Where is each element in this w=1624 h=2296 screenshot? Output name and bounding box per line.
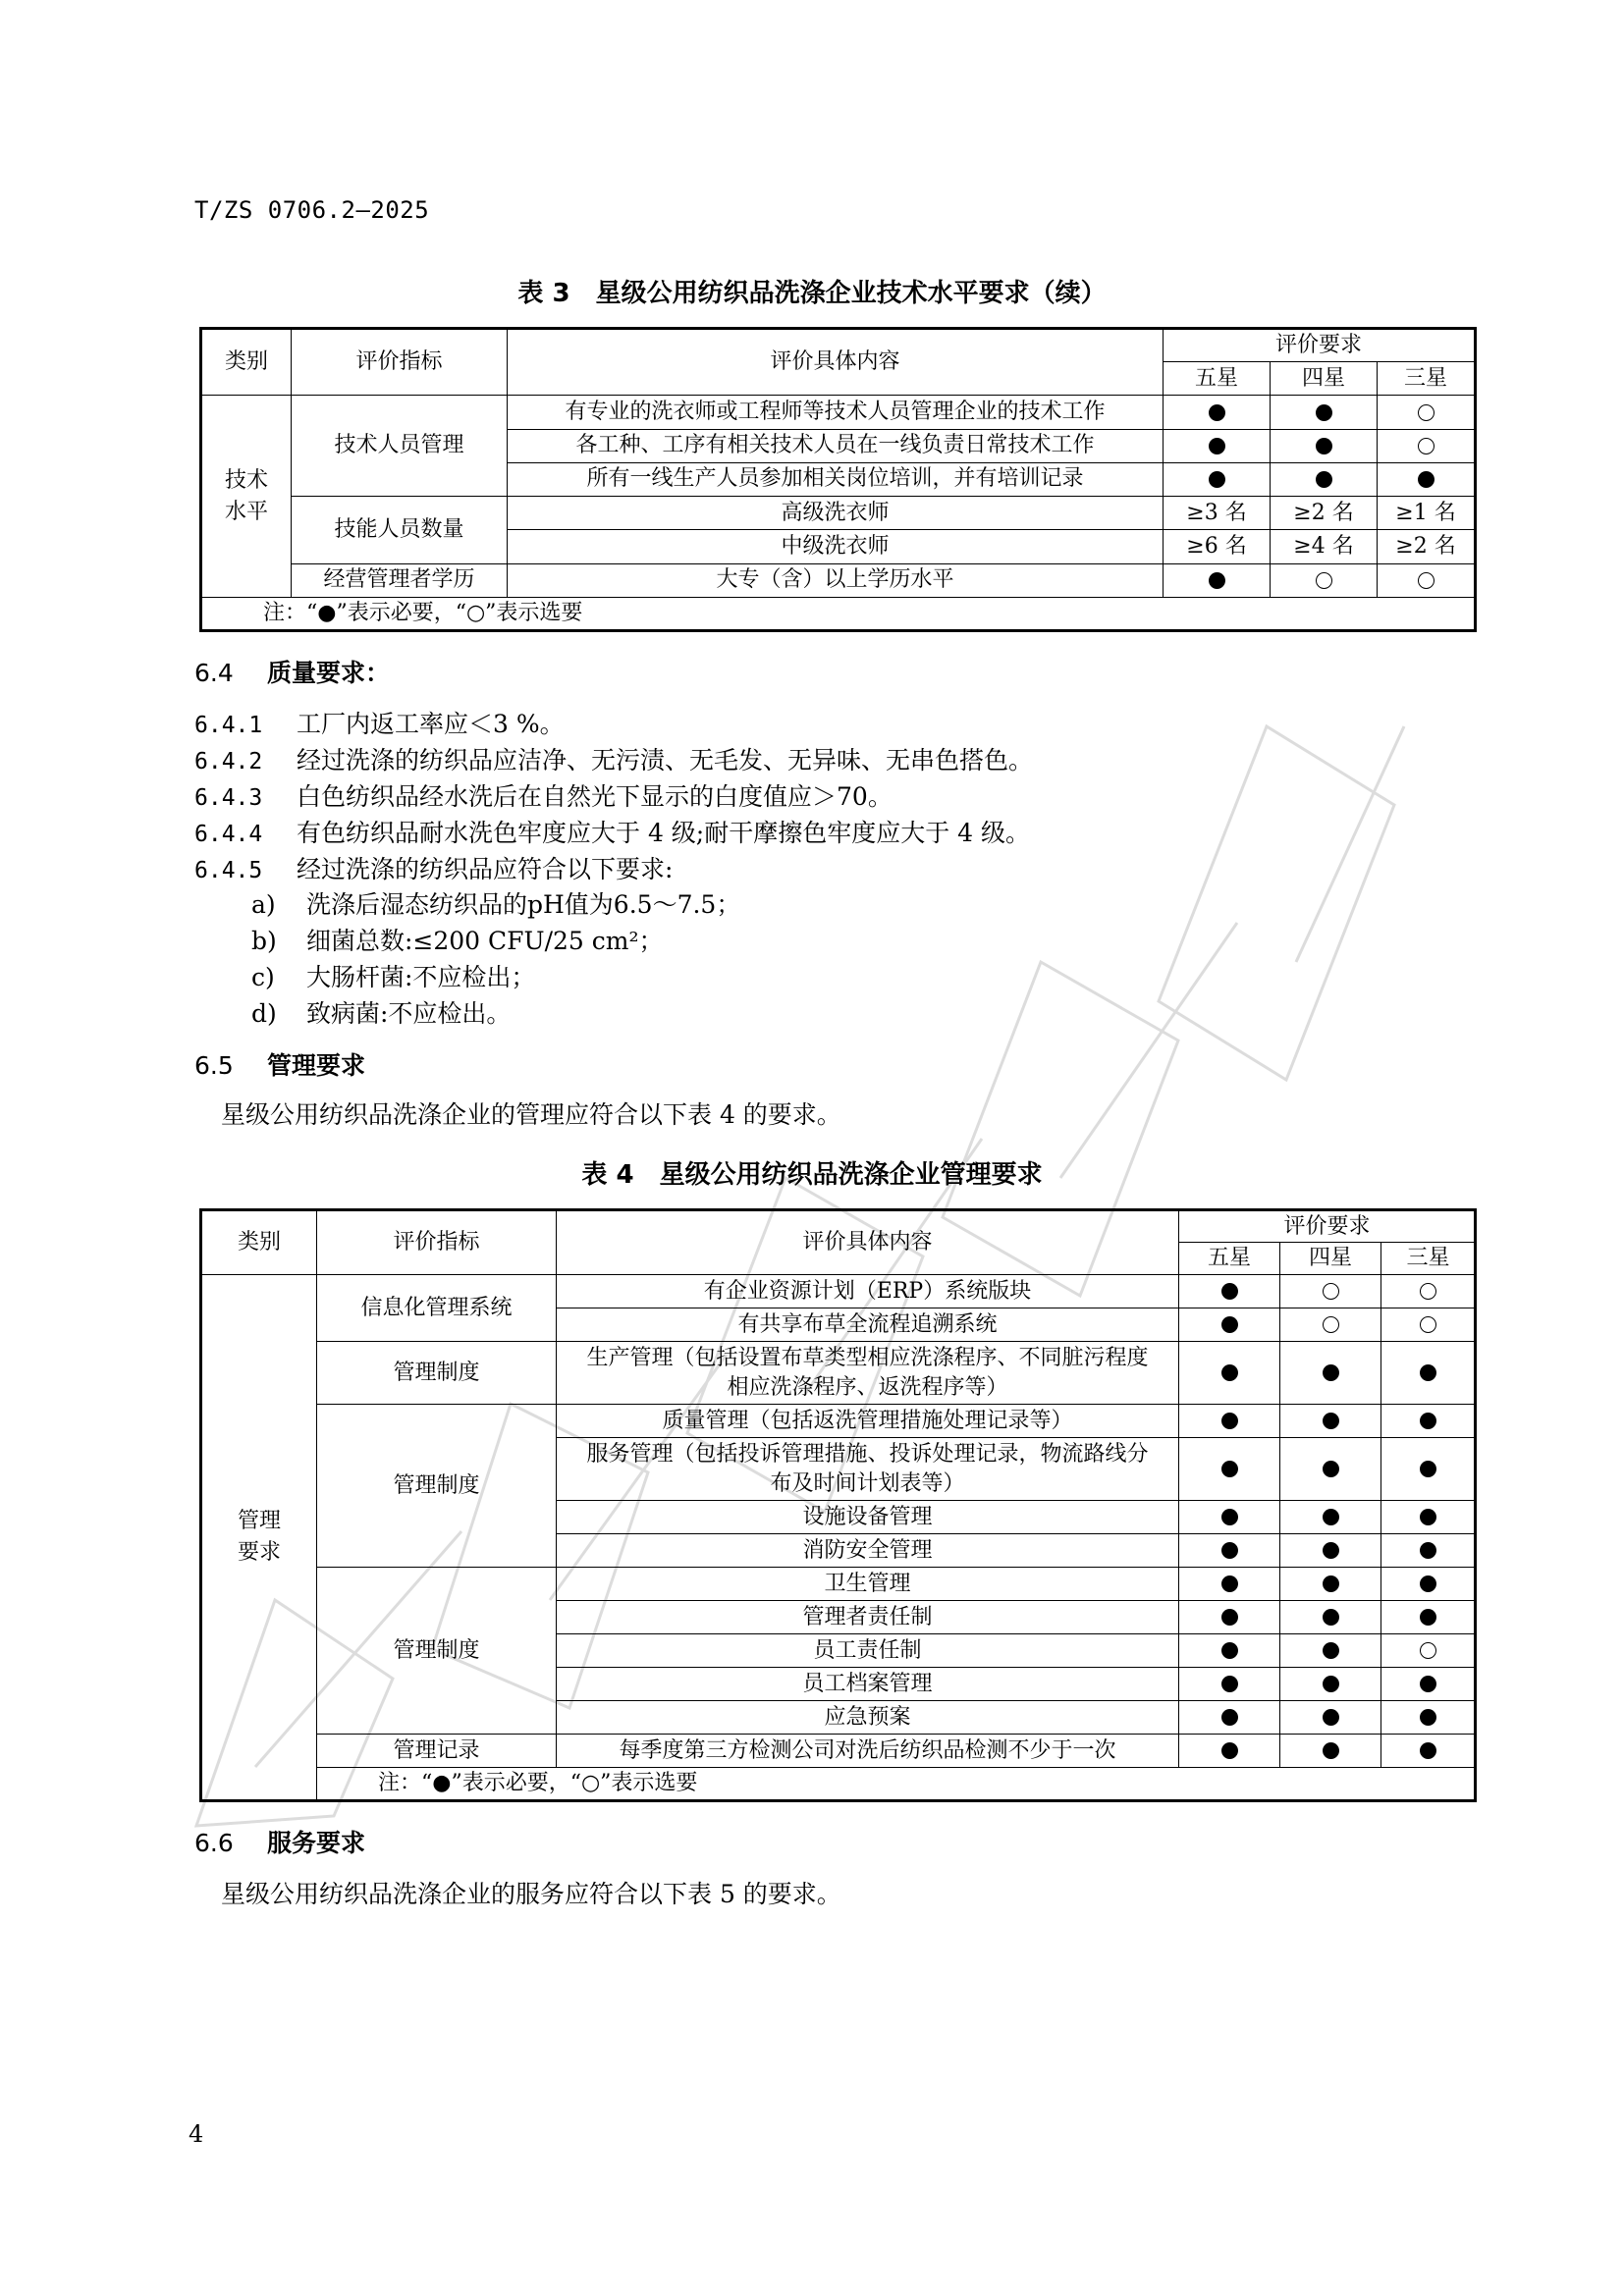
table3-mark <box>1316 471 1332 488</box>
section-6-4-heading: 6.4 质量要求： <box>194 659 391 687</box>
table4-cell <box>1179 1308 1280 1342</box>
table4-mark <box>1323 1542 1339 1559</box>
table4-mark <box>1420 1742 1436 1759</box>
list-item: a) 洗涤后湿态纺织品的pH值为6.5～7.5； <box>251 890 741 919</box>
list-item: d) 致病菌:不应检出。 <box>251 999 512 1028</box>
table4-cell <box>1179 1701 1280 1735</box>
clause-6-4-3: 6.4.3 白色纺织品经水洗后在自然光下显示的白度值应＞70。 <box>194 782 893 811</box>
document-id: T/ZS 0706.2—2025 <box>194 196 430 224</box>
table3-cell <box>1164 462 1271 496</box>
table3-cell: ≥4 名 <box>1271 530 1378 563</box>
table3-cell: ≥1 名 <box>1378 497 1476 530</box>
table4-group-mgmt-1: 管理制度 <box>317 1342 557 1405</box>
table4-cell <box>1381 1501 1476 1534</box>
table4-cell <box>1381 1634 1476 1668</box>
table4-cell <box>1280 1308 1381 1342</box>
table4-row-content: 服务管理（包括投诉管理措施、投诉处理记录，物流路线分布及时间计划表等） <box>557 1438 1179 1501</box>
list-item: b) 细菌总数:≤200 CFU/25 cm²； <box>251 927 664 955</box>
table4-cell <box>1179 1735 1280 1768</box>
table4-mark <box>1221 1575 1238 1592</box>
section-6-5-intro: 星级公用纺织品洗涤企业的管理应符合以下表 4 的要求。 <box>221 1100 841 1129</box>
table4-mark <box>1323 1283 1339 1300</box>
table4-mark <box>1420 1575 1436 1592</box>
table4-cell <box>1381 1735 1476 1768</box>
table4-cell <box>1381 1568 1476 1601</box>
table4-cell <box>1280 1405 1381 1438</box>
table3-cell: ≥6 名 <box>1164 530 1271 563</box>
table4-cell <box>1280 1501 1381 1534</box>
table3-mark <box>1209 572 1225 589</box>
table4-mark <box>1323 1742 1339 1759</box>
table3-mark <box>1418 471 1435 488</box>
table4-mark <box>1221 1283 1238 1300</box>
table4-cell <box>1381 1405 1476 1438</box>
table4-cell <box>1280 1634 1381 1668</box>
table4-mark <box>1323 1609 1339 1626</box>
table3-mark <box>1316 572 1332 589</box>
table3-cell: ≥3 名 <box>1164 497 1271 530</box>
table3-cell <box>1378 396 1476 429</box>
table3 <box>199 327 1477 632</box>
table4-mark <box>1323 1461 1339 1477</box>
table4-mark <box>1420 1642 1436 1659</box>
table4-cell <box>1179 1534 1280 1568</box>
table3-group-tech-staff: 技术人员管理 <box>292 396 508 497</box>
table3-header-content: 评价具体内容 <box>508 329 1164 396</box>
table3-cell <box>1271 462 1378 496</box>
table4-cell <box>1179 1568 1280 1601</box>
table3-cell <box>1378 462 1476 496</box>
table4-mark <box>1221 1609 1238 1626</box>
table4-row-content: 有企业资源计划（ERP）系统版块 <box>557 1275 1179 1308</box>
table4-cell <box>1280 1668 1381 1701</box>
table3-group-manager-edu: 经营管理者学历 <box>292 563 508 597</box>
table4-mark <box>1420 1709 1436 1726</box>
table4-mark <box>1221 1364 1238 1381</box>
table3-mark <box>1418 572 1435 589</box>
table4-cell <box>1381 1275 1476 1308</box>
table4-cell <box>1179 1438 1280 1501</box>
table4-mark <box>1221 1316 1238 1333</box>
table4-mark <box>1420 1413 1436 1429</box>
table4-mark <box>1420 1676 1436 1692</box>
table4-row-content: 生产管理（包括设置布草类型相应洗涤程序、不同脏污程度相应洗涤程序、返洗程序等） <box>557 1342 1179 1405</box>
table4-mark <box>1420 1461 1436 1477</box>
page-number: 4 <box>189 2120 204 2148</box>
clause-6-4-1: 6.4.1 工厂内返工率应＜3 %。 <box>194 710 565 738</box>
table3-cell <box>1271 563 1378 597</box>
table3-mark <box>1209 438 1225 454</box>
section-6-5-heading: 6.5 管理要求 <box>194 1051 366 1080</box>
table4-cell <box>1381 1438 1476 1501</box>
clause-6-4-4: 6.4.4 有色纺织品耐水洗色牢度应大于 4 级;耐干摩擦色牢度应大于 4 级。 <box>194 819 1031 847</box>
clause-6-4-5: 6.4.5 经过洗涤的纺织品应符合以下要求: <box>194 855 674 883</box>
table3-mark <box>1209 404 1225 421</box>
table4-mark <box>1420 1283 1436 1300</box>
table4-row-content: 应急预案 <box>557 1701 1179 1735</box>
table4-cell <box>1381 1601 1476 1634</box>
table3-header-requirement: 评价要求 <box>1164 329 1476 362</box>
table4-cell <box>1179 1601 1280 1634</box>
table4-mark <box>1323 1413 1339 1429</box>
table4-cell <box>1280 1568 1381 1601</box>
table4-mark <box>1323 1509 1339 1525</box>
list-item: c) 大肠杆菌:不应检出； <box>251 963 536 991</box>
table4-cell <box>1381 1342 1476 1405</box>
table4-mark <box>1221 1413 1238 1429</box>
table4-mark <box>1420 1364 1436 1381</box>
table3-note: 注：“●”表示必要，“○”表示选要 <box>201 597 1476 630</box>
table3-caption: 表 3 星级公用纺织品洗涤企业技术水平要求（续） <box>517 279 1107 308</box>
table3-header-five-star: 五星 <box>1164 362 1271 396</box>
table4-mark <box>1323 1676 1339 1692</box>
table4-cell <box>1179 1668 1280 1701</box>
table4-group-mgmt-2: 管理制度 <box>317 1405 557 1568</box>
table4-note: 注：“●”表示必要，“○”表示选要 <box>317 1768 1476 1801</box>
table4-row-content: 员工档案管理 <box>557 1668 1179 1701</box>
table3-header-indicator: 评价指标 <box>292 329 508 396</box>
table3-row-content: 中级洗衣师 <box>508 530 1164 563</box>
table4-caption: 表 4 星级公用纺织品洗涤企业管理要求 <box>581 1160 1043 1190</box>
section-6-6-intro: 星级公用纺织品洗涤企业的服务应符合以下表 5 的要求。 <box>221 1880 841 1908</box>
table4-mark <box>1420 1316 1436 1333</box>
table4-row-content: 卫生管理 <box>557 1568 1179 1601</box>
table4-mark <box>1323 1364 1339 1381</box>
table4-row-content: 有共享布草全流程追溯系统 <box>557 1308 1179 1342</box>
table4-header-three-star: 三星 <box>1381 1243 1476 1275</box>
table3-header-three-star: 三星 <box>1378 362 1476 396</box>
table3-cell <box>1271 429 1378 462</box>
table4-cell <box>1280 1275 1381 1308</box>
table3-mark <box>1418 404 1435 421</box>
table4-cell <box>1179 1405 1280 1438</box>
table3-cell <box>1164 396 1271 429</box>
table3-cell <box>1378 429 1476 462</box>
table3-cell <box>1378 563 1476 597</box>
table3-cell: ≥2 名 <box>1271 497 1378 530</box>
table4-cell <box>1381 1308 1476 1342</box>
table4-cell <box>1179 1501 1280 1534</box>
table4-mark <box>1420 1542 1436 1559</box>
table4-mark <box>1221 1461 1238 1477</box>
table4-header-four-star: 四星 <box>1280 1243 1381 1275</box>
table3-row-content: 大专（含）以上学历水平 <box>508 563 1164 597</box>
table4-header-requirement: 评价要求 <box>1179 1210 1476 1243</box>
table3-group-skill-count: 技能人员数量 <box>292 497 508 563</box>
table4-row-content: 消防安全管理 <box>557 1534 1179 1568</box>
table4-mark <box>1323 1709 1339 1726</box>
table4-cell <box>1179 1275 1280 1308</box>
table3-cell: ≥2 名 <box>1378 530 1476 563</box>
table4-row-content: 每季度第三方检测公司对洗后纺织品检测不少于一次 <box>557 1735 1179 1768</box>
table4-cell <box>1280 1534 1381 1568</box>
table4-mark <box>1420 1509 1436 1525</box>
table3-header-four-star: 四星 <box>1271 362 1378 396</box>
table4-mark <box>1221 1742 1238 1759</box>
table4-cell <box>1280 1438 1381 1501</box>
table4-group-record: 管理记录 <box>317 1735 557 1768</box>
table4-cell <box>1179 1342 1280 1405</box>
table4-cell <box>1280 1735 1381 1768</box>
table4-group-info-system: 信息化管理系统 <box>317 1275 557 1342</box>
table4-mark <box>1323 1642 1339 1659</box>
clause-6-4-2: 6.4.2 经过洗涤的纺织品应洁净、无污渍、无毛发、无异味、无串色搭色。 <box>194 746 1034 774</box>
section-6-6-heading: 6.6 服务要求 <box>194 1829 366 1857</box>
table4-category: 管理要求 <box>201 1275 317 1801</box>
table4-mark <box>1323 1316 1339 1333</box>
table4-cell <box>1179 1634 1280 1668</box>
table4-mark <box>1221 1509 1238 1525</box>
table3-mark <box>1418 438 1435 454</box>
table3-row-content: 各工种、工序有相关技术人员在一线负责日常技术工作 <box>508 429 1164 462</box>
table4-cell <box>1280 1601 1381 1634</box>
table4-header-category: 类别 <box>201 1210 317 1275</box>
table3-mark <box>1316 404 1332 421</box>
table3-row-content: 所有一线生产人员参加相关岗位培训，并有培训记录 <box>508 462 1164 496</box>
table4-group-mgmt-3: 管理制度 <box>317 1568 557 1735</box>
table3-cell <box>1164 429 1271 462</box>
table4-header-content: 评价具体内容 <box>557 1210 1179 1275</box>
table4-row-content: 质量管理（包括返洗管理措施处理记录等） <box>557 1405 1179 1438</box>
table4-header-five-star: 五星 <box>1179 1243 1280 1275</box>
table3-mark <box>1209 471 1225 488</box>
table4-mark <box>1221 1709 1238 1726</box>
table3-cell <box>1164 563 1271 597</box>
table4-cell <box>1381 1534 1476 1568</box>
table4-header-indicator: 评价指标 <box>317 1210 557 1275</box>
table4-row-content: 员工责任制 <box>557 1634 1179 1668</box>
table4-mark <box>1323 1575 1339 1592</box>
table3-category: 技术水平 <box>201 396 292 597</box>
table3-mark <box>1316 438 1332 454</box>
table4-mark <box>1221 1642 1238 1659</box>
table4-cell <box>1280 1701 1381 1735</box>
table4-cell <box>1280 1342 1381 1405</box>
table4 <box>199 1208 1477 1802</box>
table3-row-content: 高级洗衣师 <box>508 497 1164 530</box>
table4-row-content: 设施设备管理 <box>557 1501 1179 1534</box>
table4-row-content: 管理者责任制 <box>557 1601 1179 1634</box>
table3-cell <box>1271 396 1378 429</box>
table3-row-content: 有专业的洗衣师或工程师等技术人员管理企业的技术工作 <box>508 396 1164 429</box>
table4-mark <box>1221 1542 1238 1559</box>
table4-cell <box>1381 1668 1476 1701</box>
table4-cell <box>1381 1701 1476 1735</box>
table4-mark <box>1221 1676 1238 1692</box>
table3-header-category: 类别 <box>201 329 292 396</box>
table4-mark <box>1420 1609 1436 1626</box>
